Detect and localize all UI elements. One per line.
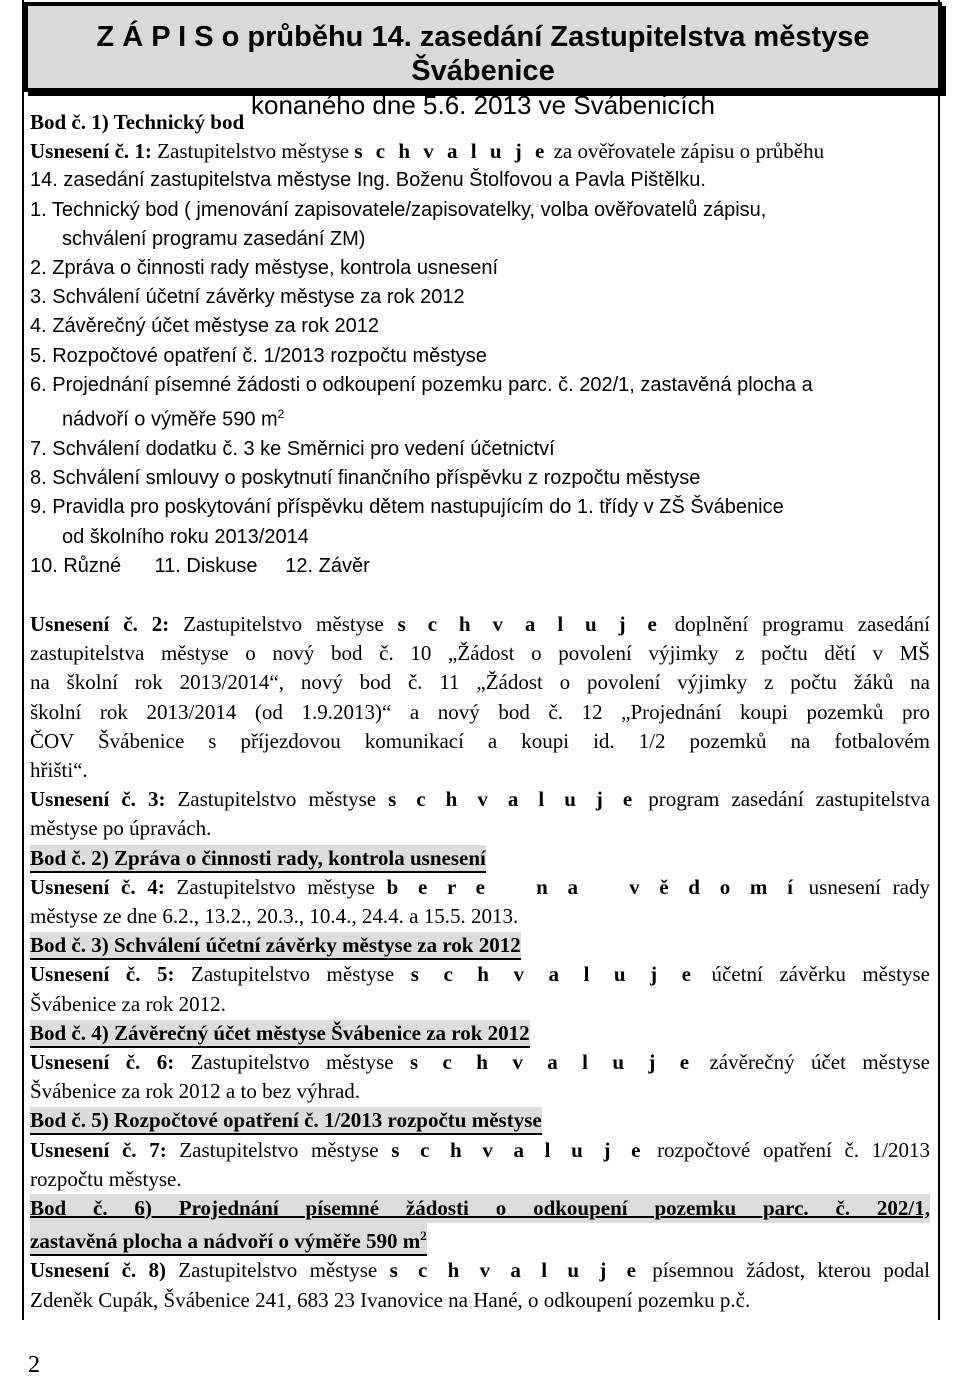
bod4-heading: Bod č. 4) Závěrečný účet městyse Švábenice za rok 2012 [30, 1020, 530, 1048]
usneseni-label: Usnesení č. 7: [30, 1137, 167, 1162]
usneseni-4 [30, 873, 930, 902]
page-number: 2 [28, 1352, 40, 1378]
bod1-heading: Bod č. 1) Technický bod [30, 110, 245, 134]
usneseni-3 [30, 785, 930, 814]
usneseni-text: Zastupitelstvo městyse [174, 962, 411, 987]
usneseni-text: písemnou žádost, kterou podal [639, 1258, 930, 1283]
usneseni-text: Zastupitelstvo městyse [151, 139, 355, 164]
usneseni-2-line: ČOV Švábenice s příjezdovou komunikací a koupi id. 1/2 pozemků na fotbalovém [30, 728, 930, 753]
bod6-heading: Bod č. 6) Projednání písemné žádosti o odkoupení pozemku parc. č. 202/1, [30, 1194, 930, 1223]
agenda-list [30, 196, 930, 581]
usneseni-label: Usnesení č. 8) [30, 1258, 167, 1283]
usneseni-verb: s c h v a l u j e [410, 962, 695, 987]
usneseni-label: Usnesení č. 4: [30, 874, 165, 899]
agenda-item-cont [30, 400, 930, 435]
title-box [24, 2, 942, 120]
superscript: 2 [420, 1228, 427, 1244]
usneseni-verb: s c h v a l u j e [388, 787, 637, 812]
usneseni-text: Zastupitelstvo městyse [166, 1258, 390, 1283]
usneseni-8-line2: Zdeněk Cupák, Švábenice 241, 683 23 Ivanovice na Hané, o odkoupení pozemku p.č. [30, 1287, 751, 1312]
document-body [30, 108, 930, 1315]
document-title: Z Á P I S o průběhu 14. zasedání Zastupitelstva městyse Švábenice [96, 21, 870, 87]
usneseni-label: Usnesení č. 2: [30, 611, 170, 636]
bod6-heading-line2 [30, 1223, 427, 1256]
usneseni-verb: s c h v a l u j e [354, 139, 549, 164]
bod5-heading: Bod č. 5) Rozpočtové opatření č. 1/2013 rozpočtu městyse [30, 1107, 542, 1135]
agenda-item: 4. Závěrečný účet městyse za rok 2012 [30, 315, 380, 338]
usneseni-2-line: školní rok 2013/2014 (od 1.9.2013)“ a nový bod č. 12 „Projednání koupi pozemků pro [30, 699, 930, 724]
bod6-heading-text: zastavěná plocha a nádvoří o výměře 590 m [30, 1229, 421, 1254]
bod2-heading: Bod č. 2) Zpráva o činnosti rady, kontrola usnesení [30, 845, 486, 873]
agenda-item-cont: od školního roku 2013/2014 [62, 525, 309, 548]
usneseni-text: rozpočtové opatření č. 1/2013 [644, 1137, 930, 1162]
usneseni-verb: b e r e n a v ě d o m í [386, 874, 797, 899]
bod3-heading: Bod č. 3) Schválení účetní závěrky městyse za rok 2012 [30, 932, 521, 960]
usneseni-6-line2: Švábenice za rok 2012 a to bez výhrad. [30, 1079, 361, 1104]
agenda-item: 3. Schválení účetní závěrky městyse za rok 2012 [30, 286, 465, 309]
usneseni-2 [30, 610, 930, 639]
usneseni-text: Zastupitelstvo městyse [165, 787, 389, 812]
usneseni-3-line2: městyse po úpravách. [30, 816, 212, 841]
usneseni-1 [30, 137, 930, 166]
agenda-item: 1. Technický bod ( jmenování zapisovatele/zapisovatelky, volba ověřovatelů zápisu, [30, 198, 767, 221]
usneseni-verb: s c h v a l u j e [389, 1258, 640, 1283]
usneseni-label: Usnesení č. 3: [30, 787, 166, 812]
usneseni-8 [30, 1256, 930, 1285]
usneseni-label: Usnesení č. 6: [30, 1049, 175, 1074]
document-subtitle: konaného dne 5.6. 2013 ve Švábenicích [250, 90, 716, 120]
usneseni-text: Zastupitelstvo městyse [174, 1049, 410, 1074]
usneseni-6 [30, 1048, 930, 1077]
usneseni-text: účetní závěrku městyse [694, 962, 930, 987]
agenda-item: 7. Schválení dodatku č. 3 ke Směrnici pro vedení účetnictví [30, 437, 555, 460]
usneseni-text: Zastupitelstvo městyse [164, 874, 387, 899]
usneseni-label: Usnesení č. 5: [30, 962, 175, 987]
usneseni-text: za ověřovatele zápisu o průběhu [548, 139, 825, 164]
usneseni-text: usnesení rady [796, 874, 930, 899]
agenda-item: 9. Pravidla pro poskytování příspěvku dětem nastupujícím do 1. třídy v ZŠ Švábenice [30, 496, 784, 519]
usneseni-label: Usnesení č. 1: [30, 139, 152, 164]
usneseni-text: Zastupitelstvo městyse [166, 1137, 392, 1162]
agenda-item: 5. Rozpočtové opatření č. 1/2013 rozpočtu městyse [30, 344, 487, 367]
usneseni-1-line2: 14. zasedání zastupitelstva městyse Ing. Boženu Štolfovou a Pavla Pištělku. [30, 169, 706, 192]
usneseni-7-line2: rozpočtu městyse. [30, 1166, 182, 1191]
agenda-item-cont: schválení programu zasedání ZM) [62, 227, 366, 250]
usneseni-2-line: zastupitelstva městyse o nový bod č. 10 „Žádost o povolení výjimky z počtu dětí v MŠ [30, 641, 930, 666]
usneseni-2-line: na školní rok 2013/2014“, nový bod č. 11 „Žádost o povolení výjimky z počtu žáků na [30, 670, 930, 695]
usneseni-2-line: hřišti“. [30, 757, 88, 782]
usneseni-5 [30, 960, 930, 989]
usneseni-text: závěrečný účet městyse [693, 1049, 930, 1074]
agenda-item: 8. Schválení smlouvy o poskytnutí finančního příspěvku z rozpočtu městyse [30, 467, 701, 490]
usneseni-text: Zastupitelstvo městyse [169, 611, 398, 636]
usneseni-text: doplnění programu zasedání [660, 611, 930, 636]
agenda-item: 2. Zpráva o činnosti rady městyse, kontrola usnesení [30, 257, 499, 280]
usneseni-verb: s c h v a l u j e [391, 1137, 645, 1162]
usneseni-verb: s c h v a l u j e [410, 1049, 694, 1074]
usneseni-verb: s c h v a l u j e [397, 611, 661, 636]
agenda-item-text: nádvoří o výměře 590 m [62, 408, 278, 431]
usneseni-text: program zasedání zastupitelstva [636, 787, 930, 812]
usneseni-4-line2: městyse ze dne 6.2., 13.2., 20.3., 10.4., 24.4. a 15.5. 2013. [30, 903, 519, 928]
agenda-item: 10. Různé 11. Diskuse 12. Závěr [30, 554, 370, 577]
superscript: 2 [277, 407, 285, 422]
agenda-item: 6. Projednání písemné žádosti o odkoupení pozemku parc. č. 202/1, zastavěná plocha a [30, 373, 813, 396]
usneseni-7 [30, 1136, 930, 1165]
usneseni-5-line2: Švábenice za rok 2012. [30, 991, 226, 1016]
